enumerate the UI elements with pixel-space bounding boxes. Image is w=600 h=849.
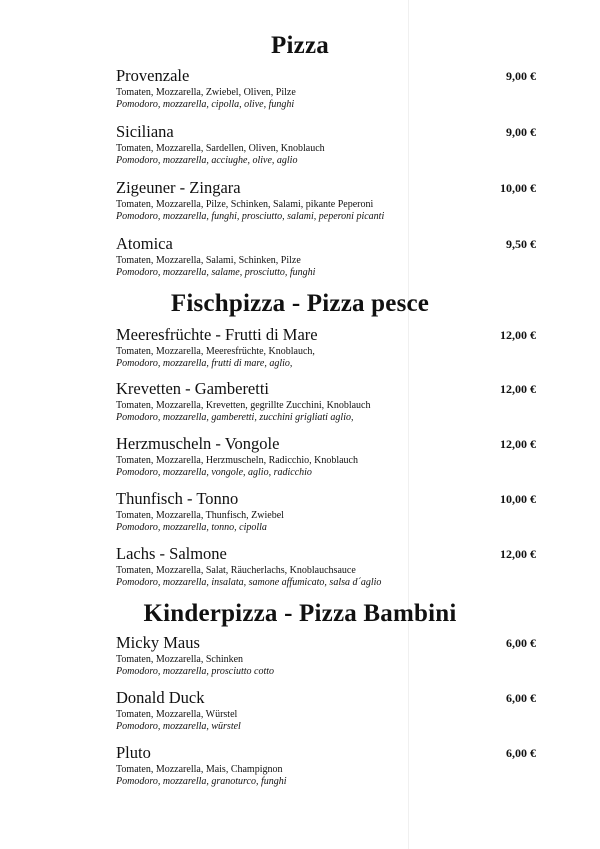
item-description-de: Tomaten, Mozzarella, Thunfisch, Zwiebel — [116, 510, 284, 521]
item-description-de: Tomaten, Mozzarella, Meeresfrüchte, Knoblauch, — [116, 346, 315, 357]
item-description-it: Pomodoro, mozzarella, funghi, prosciutto, salami, peperoni picanti — [116, 211, 385, 222]
item-description-de: Tomaten, Mozzarella, Salat, Räucherlachs, Knoblauchsauce — [116, 565, 356, 576]
menu-item-pluto — [116, 743, 536, 788]
menu-item-donald-duck — [116, 688, 536, 733]
menu-item-provenzale — [116, 66, 536, 111]
item-description-it: Pomodoro, mozzarella, prosciutto cotto — [116, 666, 275, 677]
item-price: 12,00 € — [500, 437, 536, 451]
item-description-de: Tomaten, Mozzarella, Mais, Champignon — [116, 764, 283, 775]
item-description-de: Tomaten, Mozzarella, Krevetten, gegrillte Zucchini, Knoblauch — [116, 400, 371, 411]
menu-item-frutti-di-mare — [116, 325, 536, 370]
item-price: 6,00 € — [506, 636, 536, 650]
section-title-pizza: Pizza — [271, 32, 329, 59]
menu-item-vongole — [116, 434, 536, 479]
menu-item-zingara — [116, 178, 536, 223]
item-description-it: Pomodoro, mozzarella, würstel — [116, 721, 241, 732]
item-description-de: Tomaten, Mozzarella, Würstel — [116, 709, 238, 720]
item-name: Meeresfrüchte - Frutti di Mare — [116, 325, 318, 344]
item-name: Zigeuner - Zingara — [116, 178, 241, 197]
item-name: Lachs - Salmone — [116, 544, 227, 563]
menu-item-gamberetti — [116, 379, 536, 424]
item-price: 12,00 € — [500, 382, 536, 396]
item-name: Thunfisch - Tonno — [116, 489, 239, 508]
item-description-de: Tomaten, Mozzarella, Herzmuscheln, Radicchio, Knoblauch — [116, 455, 358, 466]
menu-item-salmone — [116, 544, 536, 589]
item-description-it: Pomodoro, mozzarella, vongole, aglio, radicchio — [116, 467, 312, 478]
item-description-de: Tomaten, Mozzarella, Zwiebel, Oliven, Pilze — [116, 87, 296, 98]
item-name: Donald Duck — [116, 688, 205, 707]
item-description-it: Pomodoro, mozzarella, salame, prosciutto, funghi — [116, 267, 316, 278]
item-description-it: Pomodoro, mozzarella, cipolla, olive, funghi — [116, 99, 295, 110]
item-description-it: Pomodoro, mozzarella, insalata, samone affumicato, salsa d´aglio — [116, 577, 382, 588]
item-price: 9,00 € — [506, 69, 536, 83]
item-description-de: Tomaten, Mozzarella, Pilze, Schinken, Salami, pikante Peperoni — [116, 199, 374, 210]
item-price: 6,00 € — [506, 746, 536, 760]
item-name: Pluto — [116, 743, 151, 762]
item-price: 9,00 € — [506, 125, 536, 139]
item-name: Micky Maus — [116, 633, 200, 652]
section-title-kinderpizza: Kinderpizza - Pizza Bambini — [143, 600, 457, 627]
item-name: Siciliana — [116, 122, 174, 141]
item-description-de: Tomaten, Mozzarella, Salami, Schinken, Pilze — [116, 255, 301, 266]
item-price: 12,00 € — [500, 328, 536, 342]
item-price: 12,00 € — [500, 547, 536, 561]
item-description-it: Pomodoro, mozzarella, gamberetti, zucchini grigliati aglio, — [116, 412, 354, 423]
menu-item-tonno — [116, 489, 536, 534]
menu-item-siciliana — [116, 122, 536, 167]
item-description-it: Pomodoro, mozzarella, granoturco, funghi — [116, 776, 287, 787]
menu-item-atomica — [116, 234, 536, 279]
item-description-it: Pomodoro, mozzarella, frutti di mare, aglio, — [116, 358, 293, 369]
item-name: Herzmuscheln - Vongole — [116, 434, 280, 453]
item-description-de: Tomaten, Mozzarella, Schinken — [116, 654, 244, 665]
item-price: 9,50 € — [506, 237, 536, 251]
item-description-it: Pomodoro, mozzarella, tonno, cipolla — [116, 522, 267, 533]
item-price: 10,00 € — [500, 492, 536, 506]
section-title-fischpizza: Fischpizza - Pizza pesce — [170, 290, 430, 317]
item-description-de: Tomaten, Mozzarella, Sardellen, Oliven, Knoblauch — [116, 143, 325, 154]
item-name: Krevetten - Gamberetti — [116, 379, 270, 398]
item-price: 6,00 € — [506, 691, 536, 705]
item-name: Provenzale — [116, 66, 190, 85]
item-name: Atomica — [116, 234, 173, 253]
item-price: 10,00 € — [500, 181, 536, 195]
item-description-it: Pomodoro, mozzarella, acciughe, olive, aglio — [116, 155, 298, 166]
menu-item-micky-maus — [116, 633, 536, 678]
